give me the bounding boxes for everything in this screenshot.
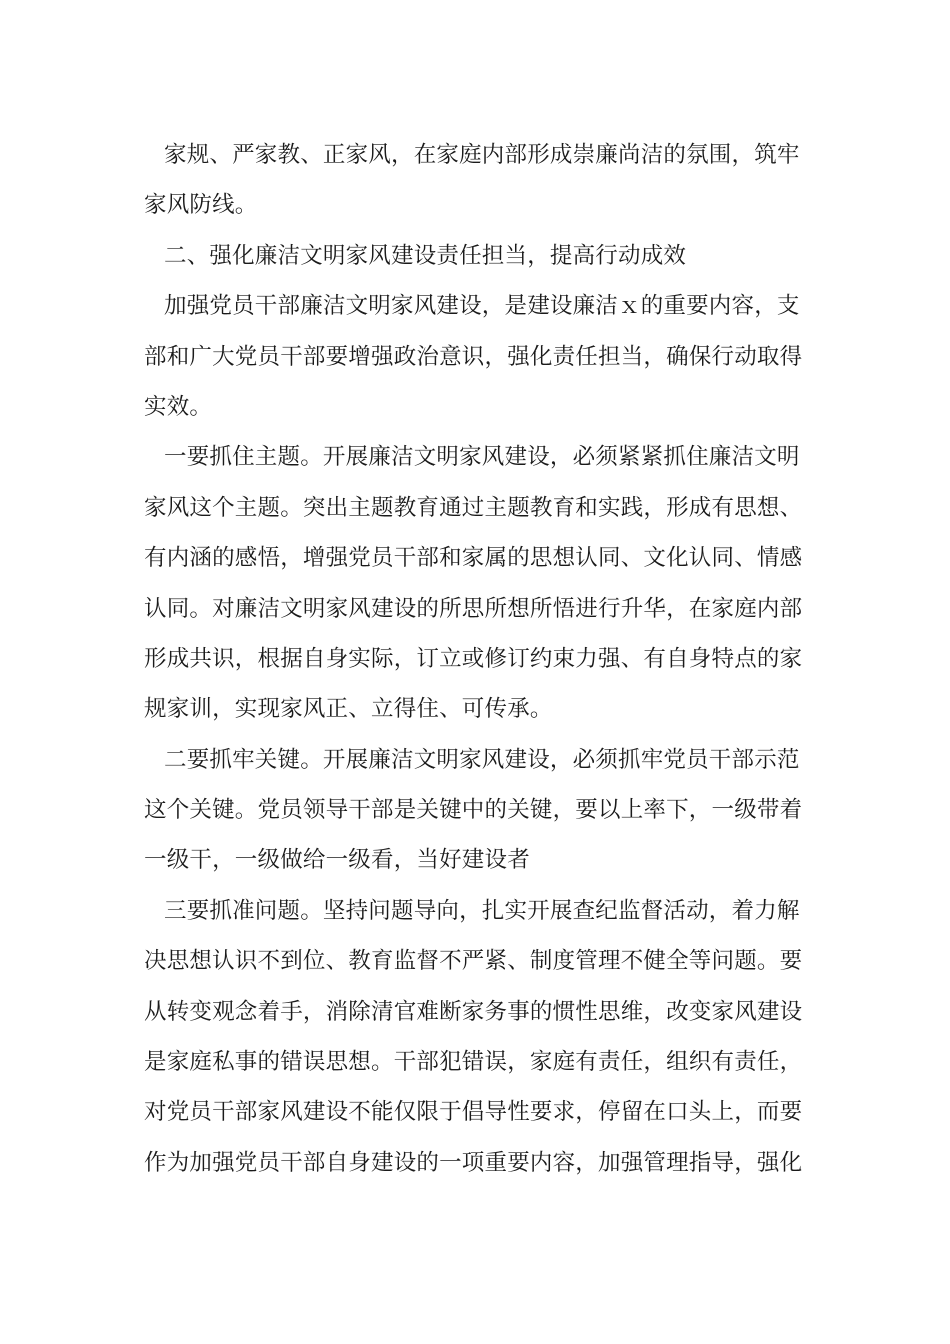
body-line: 部和广大党员干部要增强政治意识，强化责任担当，确保行动取得 [144,343,803,370]
body-line: 家风防线。 [144,192,258,219]
body-line: 是家庭私事的错误思想。干部犯错误，家庭有责任，组织有责任， [144,1049,803,1076]
body-line: 规家训，实现家风正、立得住、可传承。 [144,696,553,723]
body-line: 实效。 [144,393,213,420]
body-line: 从转变观念着手，消除清官难断家务事的惯性思维，改变家风建设 [144,998,803,1025]
body-line: 认同。对廉洁文明家风建设的所思所想所悟进行升华，在家庭内部 [144,595,803,622]
body-line: 对党员干部家风建设不能仅限于倡导性要求，停留在口头上，而要 [144,1099,803,1126]
body-line: 决思想认识不到位、教育监督不严紧、制度管理不健全等问题。要 [144,948,803,975]
body-line: 这个关键。党员领导干部是关键中的关键，要以上率下，一级带着 [144,797,803,824]
body-line: 有内涵的感悟，增强党员干部和家属的思想认同、文化认同、情感 [144,545,803,572]
body-line: 三要抓准问题。坚持问题导向，扎实开展查纪监督活动，着力解 [164,897,800,924]
section-heading: 二、强化廉洁文明家风建设责任担当，提高行动成效 [164,242,687,269]
body-line: 一级干，一级做给一级看，当好建设者 [144,847,530,874]
body-line: 形成共识，根据自身实际，订立或修订约束力强、有自身特点的家 [144,645,803,672]
body-line: 家风这个主题。突出主题教育通过主题教育和实践，形成有思想、 [144,494,803,521]
body-line: 二要抓牢关键。开展廉洁文明家风建设，必须抓牢党员干部示范 [164,746,800,773]
body-line: 作为加强党员干部自身建设的一项重要内容，加强管理指导，强化 [144,1149,803,1176]
body-line: 加强党员干部廉洁文明家风建设，是建设廉洁ｘ的重要内容，支 [164,293,800,320]
body-line: 家规、严家教、正家风，在家庭内部形成崇廉尚洁的氛围，筑牢 [164,142,800,168]
document-body [144,130,804,1188]
body-line: 一要抓住主题。开展廉洁文明家风建设，必须紧紧抓住廉洁文明 [164,444,800,471]
